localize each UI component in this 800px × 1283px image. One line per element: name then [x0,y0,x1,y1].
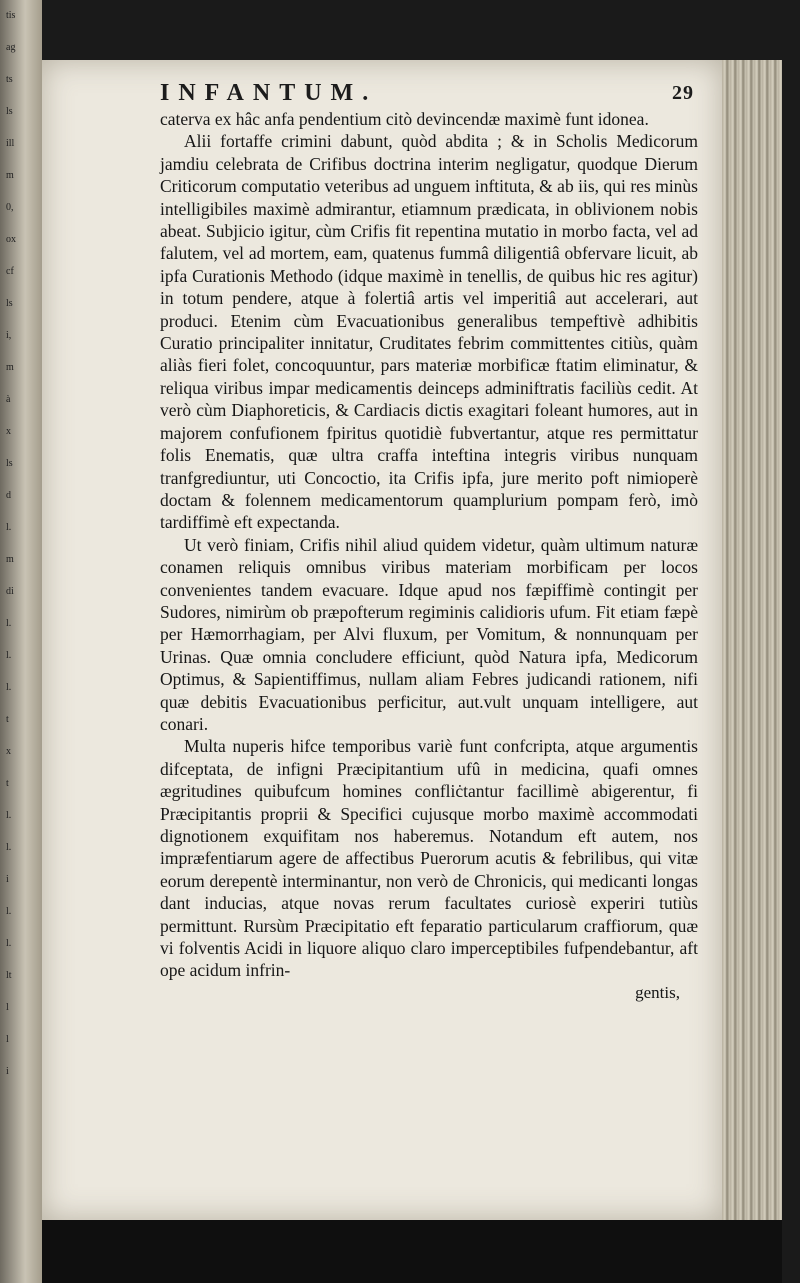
left-fragment: tis [6,10,16,21]
left-fragment: ls [6,106,13,117]
left-fragment: ls [6,458,13,469]
paragraph-continuation: caterva ex hâc anfa pendentium citò devincendæ maximè funt idonea. [160,109,649,129]
left-fragment: x [6,746,11,757]
left-fragment: l. [6,810,12,821]
left-fragment: m [6,170,14,181]
catchword: gentis, [635,982,680,1002]
left-fragment: x [6,426,11,437]
page-content [160,80,698,1004]
left-fragment: l. [6,522,12,533]
left-fragment: 0, [6,202,14,213]
left-fragment: ls [6,298,13,309]
left-fragment: l. [6,842,12,853]
left-fragment: m [6,554,14,565]
right-page-edges [722,60,782,1220]
left-fragment: l [6,1002,9,1013]
running-head [160,80,698,108]
left-fragment: t [6,714,9,725]
left-fragment: i, [6,330,12,341]
left-fragment: d [6,490,11,501]
left-page-fragments [0,0,42,1283]
left-fragment: ag [6,42,16,53]
paragraph: Ut verò finiam, Crifis nihil aliud quidem videtur, quàm ultimum naturæ conamen reliquis omnibus viribus materiam morbificam per locos convenientes tandem evacuare. Idque apud nos fæpiffimè contingit per Sudores, nimirùm ob præpofterum regiminis calidioris ufum. Fit etiam fæpè per Hæmorrhagiam, per Alvi fluxum, per Vomitum, & nonnunquam per Urinas. Quæ omnia concludere efficiunt, quòd Natura ipfa, Medicorum Optimus, & Sapientiffimus, nullam aliam Febres judicandi rationem, nifi quæ debitis Evacuationibus perficitur, aut.vult unquam intelligere, aut conari. [160,534,698,734]
paragraph: Multa nuperis hifce temporibus variè funt confcripta, atque argumentis difceptata, de infigni Præcipitantium ufû in medicina, quafi omnes ægritudines quibufcum homines confliċtantur facillimè abigerentur, fi Præcipitantis proprii & Specifici cujusque morbo maximè accommodati dignotionem exquifitam nos haberemus. Notandum eft autem, nos impræfentiarum agere de affectibus Puerorum acutis & febrilibus, qui vitæ eorum derepentè interminantur, non verò de Chronicis, qui medicanti longas dant inducias, atque novas rerum facultates curiosè experiri tutiùs permittunt. Rursùm Præcipitatio eft feparatio particularum craffiorum, quæ vi folventis Acidi in liquore aliquo claro imperceptibiles fufpendebantur, aft ope acidum infrin- [160,736,698,981]
left-fragment: l [6,1034,9,1045]
book-page [42,60,722,1220]
bottom-shadow [42,1220,782,1283]
left-fragment: i [6,874,9,885]
left-fragment: di [6,586,14,597]
left-fragment: m [6,362,14,373]
left-fragment: l. [6,938,12,949]
left-fragment: cf [6,266,14,277]
running-title: INFANTUM. [160,80,378,106]
left-fragment: t [6,778,9,789]
left-fragment: à [6,394,11,405]
body-text [160,108,698,982]
left-fragment: i [6,1066,9,1077]
left-fragment: l. [6,650,12,661]
left-fragment: l. [6,618,12,629]
paragraph: Alii fortaffe crimini dabunt, quòd abdita ; & in Scholis Medicorum jamdiu celebrata de Crifibus doctrina interim negligatur, quodque Dierum Criticorum computatio veteribus ad unguem inftituta, & ab iis, qui res minùs intelligibiles maximè admirantur, etiamnum prædicata, in oblivionem nobis abeat. Subjicio igitur, cùm Crifis fit repentina mutatio in morbo facta, vel ad falutem, vel ad mortem, eam, quatenus fummâ diligentiâ obfervare licuit, ab ipfa Curationis Methodo (idque maximè in tenellis, de quibus hic res agitur) in totum pendere, atque à folertiâ artis vel imperitiâ aut accelerari, aut produci. Etenim cùm Evacuationibus generalibus tempeftivè adhibitis Curatio principaliter innitatur, Cruditates febrim committentes citiùs, quàm aliàs fieri folet, concoquuntur, pars materiæ morbificæ ftatim eliminatur, & reliqua viribus impar medicamentis deinceps adminiftratis faciliùs cedit. At verò cùm Diaphoreticis, & Cardiacis dictis exagitari foleant humores, aut in majorem confufionem fpiritus quotidiè fubvertantur, atque res permittatur folis Enematis, quæ ultra craffa inteftina integris viribus nunquam tranfgrediuntur, uti Concoctio, ita Crifis ipfa, jure merito poft nimioperè doctam & folennem medicamentorum quamplurium pompam ferò, imò tardiffimè eft expectanda. [160,131,698,533]
left-fragment: lt [6,970,12,981]
left-fragment: l. [6,906,12,917]
page-number: 29 [672,82,694,104]
left-fragment: l. [6,682,12,693]
left-fragment: ts [6,74,13,85]
left-fragment: ox [6,234,16,245]
left-fragment: ill [6,138,15,149]
